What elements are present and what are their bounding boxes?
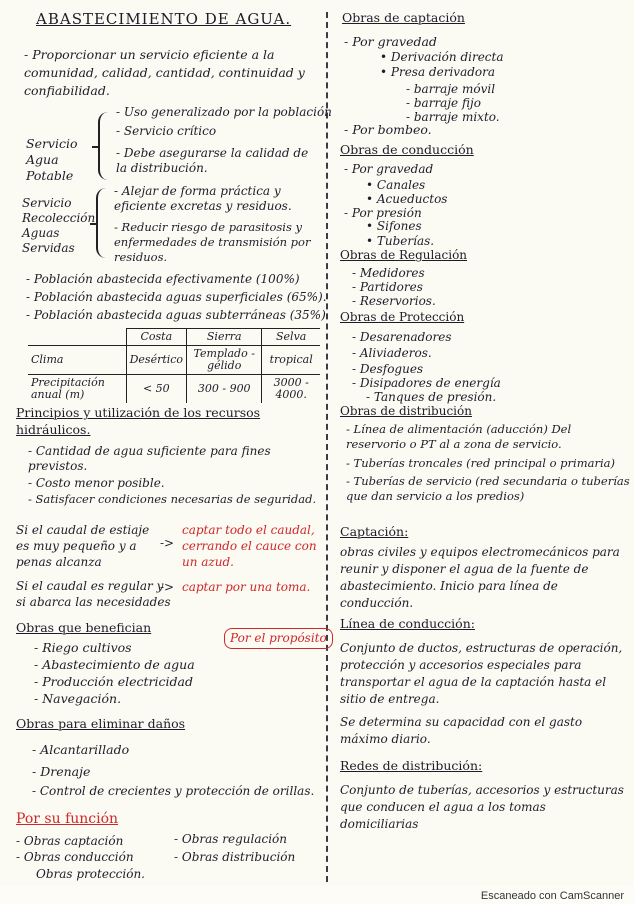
list-item: - Desfogues xyxy=(352,362,424,376)
list-item: - Aliviaderos. xyxy=(352,346,432,360)
list-item: - Abastecimiento de agua xyxy=(34,657,195,672)
section-title: Obras de distribución xyxy=(340,404,472,418)
section-title: Por su función xyxy=(16,811,119,827)
intro-text: - Proporcionar un servicio eficiente a la comunidad, calidad, cantidad, continuidad y confiabilidad. xyxy=(24,47,305,98)
table-header: Costa xyxy=(126,329,186,346)
column-divider xyxy=(326,12,328,882)
arrow-icon: -> xyxy=(160,580,175,594)
arrow-icon: -> xyxy=(160,536,175,550)
list-item: - Costo menor posible. xyxy=(28,476,165,490)
list-item: - Disipadores de energía xyxy=(352,376,501,390)
table-row: Precipitación anual (m) < 50 300 - 900 3000 - 4000. xyxy=(28,375,320,404)
caudal-condition: Si el caudal es regular y si abarca las necesidades xyxy=(16,579,171,609)
list-item: - Drenaje xyxy=(32,764,91,779)
list-item: • Derivación directa xyxy=(380,50,504,64)
section-title: Obras de Regulación xyxy=(340,248,468,262)
list-item: - Tanques de presión. xyxy=(366,390,497,404)
caudal-condition: Si el caudal de estiaje es muy pequeño y a penas alcanza xyxy=(16,523,150,569)
list-item: - Servicio crítico xyxy=(116,124,217,138)
list-item: • Sifones xyxy=(366,219,422,233)
list-item: - Partidores xyxy=(352,280,423,294)
list-item: • Tuberías. xyxy=(366,234,435,248)
por-proposito-label: Por el propósito xyxy=(224,628,333,649)
list-item: • Acueductos xyxy=(366,192,448,206)
list-item: - Población abastecida efectivamente (100%) xyxy=(26,272,300,286)
section-title: Obras que benefician xyxy=(16,620,152,635)
servicio-agua-label: Servicio Agua Potable xyxy=(26,136,78,183)
section-title: Principios y utilización de los recursos hidráulicos. xyxy=(16,405,261,437)
section-title: Línea de conducción: xyxy=(340,616,475,631)
list-item: - Navegación. xyxy=(34,691,122,706)
list-item: • Canales xyxy=(366,178,426,192)
list-item: - Población abastecida aguas superficiales (65%). xyxy=(26,290,327,304)
list-item: - Por gravedad xyxy=(344,34,437,49)
servicio-recoleccion-label: Servicio Recolección Aguas Servidas xyxy=(22,196,96,255)
list-item: - Debe asegurarse la calidad de la distribución. xyxy=(116,146,309,175)
list-item: - Por bombeo. xyxy=(344,122,432,137)
list-item: - Tuberías troncales (red principal o primaria) xyxy=(346,456,615,470)
list-item: - Reducir riesgo de parasitosis y enfermedades de transmisión por residuos. xyxy=(114,220,311,264)
list-item: Obras protección. xyxy=(36,867,145,881)
definition-text: Se determina su capacidad con el gasto máximo diario. xyxy=(340,715,583,746)
list-item: - Población abastecida aguas subterráneas (35%) xyxy=(26,308,326,322)
list-item: - barraje fijo xyxy=(406,96,481,110)
list-item: - Uso generalizado por la población xyxy=(116,105,332,119)
list-item: - Línea de alimentación (aducción) Del reservorio o PT al a zona de servicio. xyxy=(346,422,572,451)
clima-table xyxy=(28,328,320,403)
caudal-action: captar todo el caudal, cerrando el cauce con un azud. xyxy=(182,523,317,569)
list-item: - Reservorios. xyxy=(352,294,436,308)
list-item: - Alejar de forma práctica y eficiente excretas y residuos. xyxy=(114,184,292,213)
list-item: - Obras regulación xyxy=(174,832,288,846)
list-item: • Presa derivadora xyxy=(380,65,496,79)
list-item: - Riego cultivos xyxy=(34,640,132,655)
list-item: - Medidores xyxy=(352,266,425,280)
section-title: Obras de conducción xyxy=(340,142,474,157)
section-title: Obras para eliminar daños xyxy=(16,716,186,731)
list-item: - Obras distribución xyxy=(174,850,296,864)
table-header: Selva xyxy=(262,329,320,346)
section-title: Obras de Protección xyxy=(340,310,465,324)
table-row: Clima Desértico Templado - gélido tropical xyxy=(28,346,320,375)
list-item: - barraje mixto. xyxy=(406,110,500,124)
definition-text: Conjunto de ductos, estructuras de operación, protección y accesorios especiales para transportar el agua de la captación hasta el sitio de entrega. xyxy=(340,641,623,706)
caudal-action: captar por una toma. xyxy=(182,580,311,594)
list-item: - Control de crecientes y protección de orillas. xyxy=(32,784,315,798)
list-item: - Alcantarillado xyxy=(32,742,130,757)
brace xyxy=(96,188,106,258)
list-item: - barraje móvil xyxy=(406,82,496,96)
brace xyxy=(98,112,108,180)
section-title: Redes de distribución: xyxy=(340,758,483,773)
table-header: Sierra xyxy=(187,329,262,346)
list-item: - Obras captación xyxy=(16,834,124,848)
section-title: Obras de captación xyxy=(342,10,465,25)
list-item: - Por presión xyxy=(344,206,422,220)
list-item: - Obras conducción xyxy=(16,850,134,864)
list-item: - Desarenadores xyxy=(352,330,452,344)
list-item: - Tuberías de servicio (red secundaria o tuberías que dan servicio a los predios) xyxy=(346,474,630,503)
list-item: - Cantidad de agua suficiente para fines previstos. xyxy=(28,444,271,473)
section-title: Captación: xyxy=(340,524,409,539)
list-item: - Producción electricidad xyxy=(34,674,193,689)
list-item: - Por gravedad xyxy=(344,162,434,176)
definition-text: obras civiles y equipos electromecánicos para reunir y disponer el agua de la fuente de abastecimiento. Inicio para línea de conducción. xyxy=(340,545,620,610)
definition-text: Conjunto de tuberías, accesorios y estructuras que conducen el agua a los tomas domiciliarias xyxy=(340,783,624,831)
scanner-watermark: Escaneado con CamScanner xyxy=(480,890,624,902)
list-item: - Satisfacer condiciones necesarias de seguridad. xyxy=(28,492,317,506)
page-title: ABASTECIMIENTO DE AGUA. xyxy=(36,10,292,28)
